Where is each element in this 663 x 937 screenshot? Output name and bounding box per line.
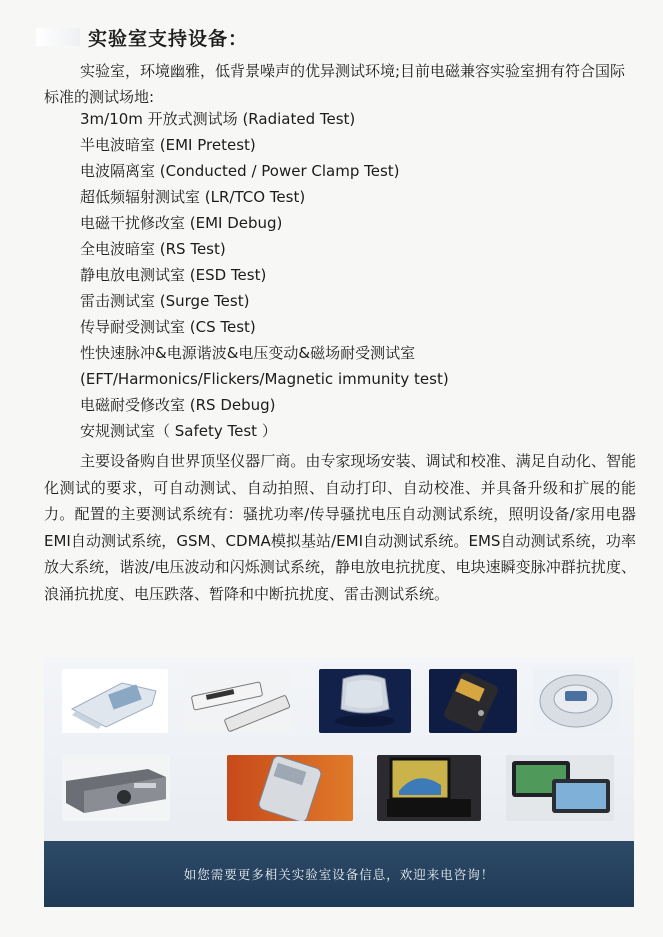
equipment-paragraph: 主要设备购自世界顶坚仪器厂商。由专家现场安装、调试和校准、满足自动化、智能化测试的要求，可自动测试、自动拍照、自动打印、自动校准、并具备升级和扩展的能力。配置的主要测试系统有：骚扰功率/传导骚扰电压自动测试系统，照明设备/家用电器EMI自动测试系统，GSM、CDMA模拟基站/EMI自动测试系统。EMS自动测试系统，功率放大系统，谐波/电压波动和闪烁测试系统，静电放电抗扰度、电块速瞬变脉冲群抗扰度、浪涌抗扰度、电压跌落、暂降和中断抗扰度、雷击测试系统。 [44, 452, 636, 603]
contact-banner-text: 如您需要更多相关实验室设备信息，欢迎来电咨询！ [183, 867, 495, 882]
intro-paragraph: 实验室，环境幽雅，低背景噪声的优异测试环境;目前电磁兼容实验室拥有符合国际标准的测试场地: [44, 62, 626, 106]
title-decoration [36, 28, 80, 46]
venue-item: 性快速脉冲&电源谐波&电压变动&磁场耐受测试室 [80, 344, 416, 362]
section-title: 实验室支持设备： [88, 28, 249, 50]
venue-item: 雷击测试室 (Surge Test) [80, 292, 250, 310]
handheld-scanner-photo [62, 669, 168, 733]
venue-item: 电磁干扰修改室 (EMI Debug) [80, 214, 283, 232]
dvd-player-photo [62, 755, 170, 821]
product-photo-panel [44, 657, 634, 841]
gps-devices-photo [506, 755, 614, 821]
venue-item: 电波隔离室 (Conducted / Power Clamp Test) [80, 162, 400, 180]
portable-dvd-photo [377, 755, 481, 821]
usb-drives-photo [184, 669, 292, 733]
venue-list [80, 106, 449, 444]
router-photo [319, 669, 411, 733]
venue-item: 半电波暗室 (EMI Pretest) [80, 136, 256, 154]
venue-item: 安规测试室（ Safety Test ） [80, 422, 277, 440]
venue-item: 电磁耐受修改室 (RS Debug) [80, 396, 276, 414]
contact-banner [44, 841, 634, 907]
venue-item: 静电放电测试室 (ESD Test) [80, 266, 267, 284]
cd-player-photo [533, 669, 619, 733]
venue-item: 3m/10m 开放式测试场 (Radiated Test) [80, 110, 356, 128]
handheld-tester-photo [429, 669, 517, 733]
venue-item: 超低频辐射测试室 (LR/TCO Test) [80, 188, 306, 206]
calculator-device-photo [227, 755, 353, 821]
venue-item: 传导耐受测试室 (CS Test) [80, 318, 256, 336]
venue-item: 全电波暗室 (RS Test) [80, 240, 226, 258]
venue-item: (EFT/Harmonics/Flickers/Magnetic immunity test) [80, 370, 449, 388]
